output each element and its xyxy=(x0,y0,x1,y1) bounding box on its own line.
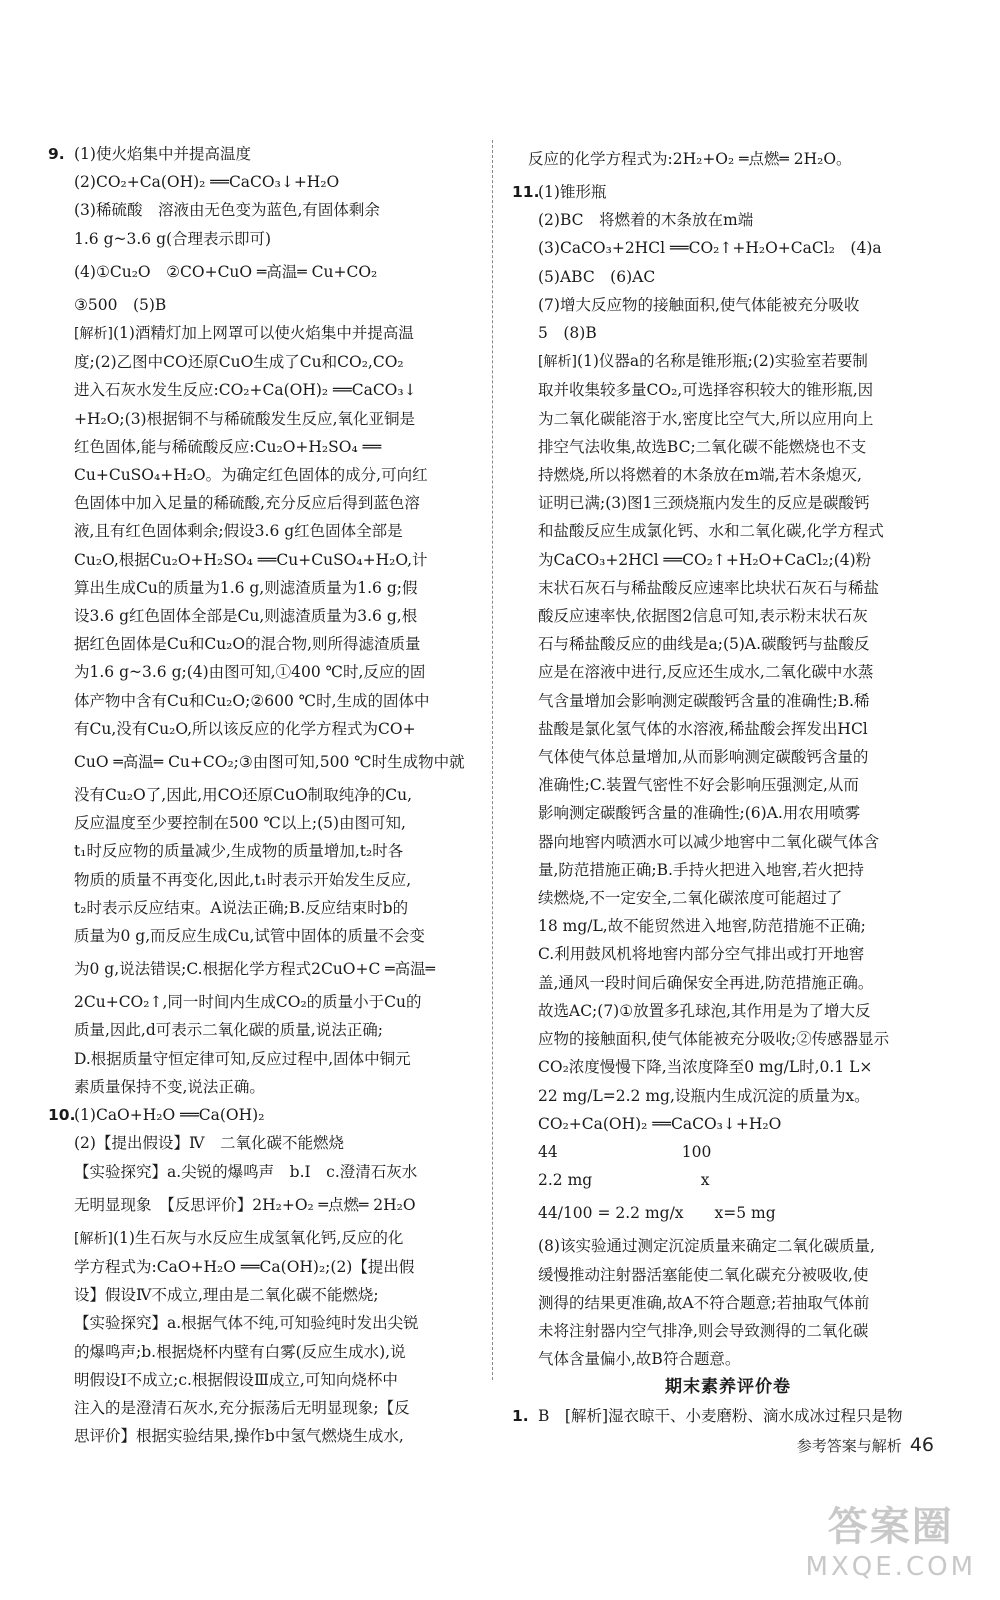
text-line xyxy=(48,837,480,865)
line-text: (1)锥形瓶 xyxy=(538,183,607,201)
text-line xyxy=(48,376,480,404)
line-text: 盐酸是氯化氢气体的水溶液,稀盐酸会挥发出HCl xyxy=(538,719,868,738)
text-line xyxy=(512,799,944,827)
text-line xyxy=(48,546,480,574)
line-text: 有Cu,没有Cu₂O,所以该反应的化学方程式为CO+ xyxy=(74,719,416,738)
text-line xyxy=(48,225,480,253)
line-text: C.利用鼓风机将地窖内部分空气排出或打开地窖 xyxy=(538,945,865,964)
line-text: 故选AC;(7)①放置多孔球泡,其作用是为了增大反 xyxy=(538,1001,871,1020)
text-line xyxy=(512,347,944,376)
text-line xyxy=(48,687,480,715)
text-line xyxy=(512,828,944,856)
line-text: (1)酒精灯加上网罩可以使火焰集中并提高温 xyxy=(112,324,414,343)
line-text: CO₂浓度慢慢下降,当浓度降至0 mg/L时,0.1 L× xyxy=(538,1058,873,1077)
question-line xyxy=(48,1101,480,1129)
text-line xyxy=(512,433,944,461)
line-text: 准确性;C.装置气密性不好会影响压强测定,从而 xyxy=(538,776,859,795)
text-line xyxy=(48,1366,480,1394)
line-text: ③500 (5)B xyxy=(74,295,167,314)
line-text: Cu₂O,根据Cu₂O+H₂SO₄ ══Cu+CuSO₄+H₂O,计 xyxy=(74,550,428,569)
line-text: 设】假设Ⅳ不成立,理由是二氧化碳不能燃烧; xyxy=(74,1286,379,1305)
watermark-url: MXQE.COM xyxy=(805,1552,976,1582)
text-line xyxy=(48,602,480,630)
text-line xyxy=(48,922,480,950)
line-text: 量,防范措施正确;B.手持火把进入地窖,若火把持 xyxy=(538,860,864,879)
text-line xyxy=(512,940,944,968)
text-line xyxy=(512,884,944,912)
text-line xyxy=(512,206,944,234)
line-text: (3)稀硫酸 溶液由无色变为蓝色,有固体剩余 xyxy=(74,201,380,220)
text-line xyxy=(48,1338,480,1366)
text-line xyxy=(48,1422,480,1450)
text-line xyxy=(48,489,480,517)
text-line xyxy=(512,1261,944,1289)
watermark-logo-text: 答案圈 xyxy=(827,1504,954,1550)
line-text: 取并收集较多量CO₂,可选择容积较大的锥形瓶,因 xyxy=(538,381,874,400)
line-text: t₁时反应物的质量减少,生成物的质量增加,t₂时各 xyxy=(74,842,404,861)
line-text: CO₂+Ca(OH)₂ ══CaCO₃↓+H₂O xyxy=(538,1114,782,1133)
line-text: 算出生成Cu的质量为1.6 g,则滤渣质量为1.6 g;假 xyxy=(74,578,418,597)
text-line xyxy=(48,630,480,658)
question-number: 11. xyxy=(512,183,540,201)
text-line xyxy=(512,1232,944,1260)
line-text: t₂时表示反应结束。A说法正确;B.反应结束时b的 xyxy=(74,898,409,917)
line-text: 没有Cu₂O了,因此,用CO还原CuO制取纯净的Cu, xyxy=(74,786,413,805)
text-line xyxy=(512,291,944,319)
text-line xyxy=(48,253,480,291)
line-text: 物质的质量不再变化,因此,t₁时表示开始发生反应, xyxy=(74,870,412,889)
line-text: 色固体中加入足量的稀硫酸,充分反应后得到蓝色溶 xyxy=(74,494,420,513)
line-text: (1)仪器a的名称是锥形瓶;(2)实验室若要制 xyxy=(576,352,868,371)
text-line xyxy=(512,319,944,347)
line-text: CuO ═高温═ Cu+CO₂;③由图可知,500 ℃时生成物中就 xyxy=(74,753,465,772)
text-line xyxy=(48,348,480,376)
line-text: 测得的结果更准确,故A不符合题意;若抽取气体前 xyxy=(538,1293,870,1312)
text-line xyxy=(512,1345,944,1373)
text-line xyxy=(512,715,944,743)
line-text: 和盐酸反应生成氯化钙、水和二氧化碳,化学方程式 xyxy=(538,522,884,541)
line-text: +H₂O;(3)根据铜不与稀硫酸发生反应,氧化亚铜是 xyxy=(74,409,416,428)
line-text: 18 mg/L,故不能贸然进入地窖,防范措施不正确; xyxy=(538,917,866,936)
text-line xyxy=(48,809,480,837)
analysis-tag: [解析] xyxy=(538,354,577,371)
line-text: 缓慢推动注射器活塞能使二氧化碳充分被吸收,使 xyxy=(538,1265,869,1284)
text-line xyxy=(48,1253,480,1281)
line-text: 体产物中含有Cu和Cu₂O;②600 ℃时,生成的固体中 xyxy=(74,691,430,710)
line-text: 2Cu+CO₂↑,同一时间内生成CO₂的质量小于Cu的 xyxy=(74,993,422,1012)
line-text: 设3.6 g红色固体全部是Cu,则滤渣质量为3.6 g,根 xyxy=(74,607,418,626)
line-text: (1)生石灰与水反应生成氢氧化钙,反应的化 xyxy=(112,1228,404,1247)
text-line xyxy=(48,988,480,1016)
line-text: 未将注射器内空气排净,则会导致测得的二氧化碳 xyxy=(538,1321,869,1340)
line-text: (1)CaO+H₂O ══Ca(OH)₂ xyxy=(74,1106,265,1125)
text-line xyxy=(48,1073,480,1101)
line-text: 石与稀盐酸反应的曲线是a;(5)A.碳酸钙与盐酸反 xyxy=(538,635,870,654)
line-text: 1.6 g~3.6 g(合理表示即可) xyxy=(74,229,272,248)
line-text: 2.2 mg x xyxy=(538,1171,710,1190)
text-line xyxy=(48,1224,480,1253)
text-line xyxy=(512,658,944,686)
page-number: 46 xyxy=(909,1434,934,1456)
line-text: 应物的接触面积,使气体能被充分吸收;②传感器显示 xyxy=(538,1030,890,1049)
line-text: 素质量保持不变,说法正确。 xyxy=(74,1077,265,1096)
line-text: 质量为0 g,而反应生成Cu,试管中固体的质量不会变 xyxy=(74,927,425,946)
line-text: 明假设Ⅰ不成立;c.根据假设Ⅲ成立,可知向烧杯中 xyxy=(74,1370,398,1389)
line-text: (2)【提出假设】Ⅳ 二氧化碳不能燃烧 xyxy=(74,1134,344,1153)
text-line xyxy=(512,1289,944,1317)
text-line xyxy=(512,546,944,574)
text-line xyxy=(48,168,480,196)
text-line xyxy=(512,461,944,489)
line-text: 液,且有红色固体剩余;假设3.6 g红色固体全部是 xyxy=(74,522,403,541)
question-line xyxy=(48,140,480,168)
line-text: (3)CaCO₃+2HCl ══CO₂↑+H₂O+CaCl₂ (4)a xyxy=(538,239,882,258)
watermark xyxy=(806,1495,976,1582)
right-column xyxy=(512,140,944,1430)
text-line xyxy=(512,969,944,997)
text-line xyxy=(48,1158,480,1186)
line-text: 无明显现象 【反思评价】2H₂+O₂ ═点燃═ 2H₂O xyxy=(74,1195,416,1214)
text-line xyxy=(48,291,480,319)
text-line xyxy=(512,743,944,771)
line-text: 气含量增加会影响测定碳酸钙含量的准确性;B.稀 xyxy=(538,691,870,710)
line-text: 5 (8)B xyxy=(538,324,597,343)
line-text: 据红色固体是Cu和Cu₂O的混合物,则所得滤渣质量 xyxy=(74,635,421,654)
text-line xyxy=(512,517,944,545)
text-line xyxy=(48,405,480,433)
text-line xyxy=(48,319,480,348)
text-line xyxy=(48,461,480,489)
text-line xyxy=(512,1138,944,1166)
line-text: 44/100 = 2.2 mg/x x=5 mg xyxy=(538,1204,776,1223)
text-line xyxy=(48,1129,480,1157)
line-text: 影响测定碳酸钙含量的准确性;(6)A.用农用喷雾 xyxy=(538,804,861,823)
line-text: 【实验探究】a.根据气体不纯,可知验纯时发出尖锐 xyxy=(74,1314,419,1333)
column-divider xyxy=(492,140,493,1380)
line-text: 应是在溶液中进行,反应还生成水,二氧化碳中水蒸 xyxy=(538,663,874,682)
footer-label: 参考答案与解析 xyxy=(796,1437,902,1455)
line-text: (7)增大反应物的接触面积,使气体能被充分吸收 xyxy=(538,295,860,314)
line-text: 气体含量偏小,故B符合题意。 xyxy=(538,1350,741,1369)
text-line xyxy=(512,630,944,658)
text-line xyxy=(512,1025,944,1053)
text-line xyxy=(48,658,480,686)
text-line xyxy=(48,1016,480,1044)
text-line xyxy=(48,781,480,809)
left-column xyxy=(48,140,480,1450)
text-line xyxy=(48,715,480,743)
line-text: 器向地窖内喷洒水可以减少地窖中二氧化碳气体含 xyxy=(538,832,880,851)
text-line xyxy=(48,196,480,224)
line-text: 红色固体,能与稀硫酸反应:Cu₂O+H₂SO₄ ══ xyxy=(74,437,382,456)
text-line xyxy=(48,1309,480,1337)
text-line xyxy=(512,263,944,291)
line-text: (2)CO₂+Ca(OH)₂ ══CaCO₃↓+H₂O xyxy=(74,173,340,192)
text-line xyxy=(512,771,944,799)
line-text: 度;(2)乙图中CO还原CuO生成了Cu和CO₂,CO₂ xyxy=(74,353,404,372)
line-text: (1)使火焰集中并提高温度 xyxy=(74,145,251,163)
text-line xyxy=(512,405,944,433)
line-text: 气体使气体总量增加,从而影响测定碳酸钙含量的 xyxy=(538,748,869,767)
text-line xyxy=(512,1053,944,1081)
text-line xyxy=(48,894,480,922)
text-line xyxy=(512,856,944,884)
line-text: 酸反应速率快,依据图2信息可知,表示粉末状石灰 xyxy=(538,607,868,626)
text-line xyxy=(512,602,944,630)
text-line xyxy=(512,140,944,178)
question-line xyxy=(512,178,944,206)
text-line xyxy=(48,433,480,461)
page-footer xyxy=(797,1434,934,1456)
text-line xyxy=(48,950,480,988)
line-text: 为CaCO₃+2HCl ══CO₂↑+H₂O+CaCl₂;(4)粉 xyxy=(538,550,872,569)
line-text: 排空气法收集,故选BC;二氧化碳不能燃烧也不支 xyxy=(538,437,867,456)
section-title: 期末素养评价卷 xyxy=(665,1377,791,1398)
text-line xyxy=(512,489,944,517)
line-text: 44 100 xyxy=(538,1142,712,1161)
line-text: 反应的化学方程式为:2H₂+O₂ ═点燃═ 2H₂O。 xyxy=(528,150,852,168)
text-line xyxy=(48,1045,480,1073)
line-text: (8)该实验通过测定沉淀质量来确定二氧化碳质量, xyxy=(538,1237,875,1256)
text-line xyxy=(512,574,944,602)
question-number: 1. xyxy=(512,1406,529,1425)
line-text: 为0 g,说法错误;C.根据化学方程式2CuO+C ═高温═ xyxy=(74,960,435,979)
line-text: 质量,因此,d可表示二氧化碳的质量,说法正确; xyxy=(74,1021,383,1040)
text-line xyxy=(512,376,944,404)
line-text: 末状石灰石与稀盐酸反应速率比块状石灰石与稀盐 xyxy=(538,578,880,597)
line-text: Cu+CuSO₄+H₂O。为确定红色固体的成分,可向红 xyxy=(74,466,428,485)
line-text: 学方程式为:CaO+H₂O ══Ca(OH)₂;(2)【提出假 xyxy=(74,1257,415,1276)
line-text: 进入石灰水发生反应:CO₂+Ca(OH)₂ ══CaCO₃↓ xyxy=(74,381,417,400)
line-text: 的爆鸣声;b.根据烧杯内壁有白雾(反应生成水),说 xyxy=(74,1342,406,1361)
analysis-tag: [解析] xyxy=(74,1230,113,1247)
text-line xyxy=(512,1166,944,1194)
text-line xyxy=(48,1394,480,1422)
text-line xyxy=(512,1317,944,1345)
text-line xyxy=(512,234,944,262)
line-text: D.根据质量守恒定律可知,反应过程中,固体中铜元 xyxy=(74,1049,411,1068)
line-text: B [解析]湿衣晾干、小麦磨粉、滴水成冰过程只是物 xyxy=(538,1406,903,1425)
line-text: (2)BC 将燃着的木条放在m端 xyxy=(538,211,754,230)
line-text: 思评价】根据实验结果,操作b中氢气燃烧生成水, xyxy=(74,1427,404,1446)
text-line xyxy=(48,1281,480,1309)
line-text: 【实验探究】a.尖锐的爆鸣声 b.Ⅰ c.澄清石灰水 xyxy=(74,1162,418,1181)
line-text: 持燃烧,所以将燃着的木条放在m端,若木条熄灭, xyxy=(538,466,862,485)
text-line xyxy=(512,997,944,1025)
text-line xyxy=(512,1082,944,1110)
line-text: 为二氧化碳能溶于水,密度比空气大,所以应用向上 xyxy=(538,409,874,428)
text-line xyxy=(48,743,480,781)
line-text: 注入的是澄清石灰水,充分振荡后无明显现象;【反 xyxy=(74,1398,410,1417)
question-number: 9. xyxy=(48,145,65,163)
text-line xyxy=(48,866,480,894)
line-text: (4)①Cu₂O ②CO+CuO ═高温═ Cu+CO₂ xyxy=(74,262,378,281)
text-line xyxy=(48,1186,480,1224)
line-text: 22 mg/L=2.2 mg,设瓶内生成沉淀的质量为x。 xyxy=(538,1086,870,1105)
text-line xyxy=(512,687,944,715)
line-text: 为1.6 g~3.6 g;(4)由图可知,①400 ℃时,反应的固 xyxy=(74,663,426,682)
analysis-tag: [解析] xyxy=(74,326,113,343)
line-text: 盖,通风一段时间后确保安全再进,防范措施正确。 xyxy=(538,973,874,992)
text-line xyxy=(512,912,944,940)
question-line xyxy=(512,1402,944,1430)
text-line xyxy=(512,1194,944,1232)
question-number: 10. xyxy=(48,1106,76,1125)
text-line xyxy=(512,1110,944,1138)
line-text: 证明已满;(3)图1三颈烧瓶内发生的反应是碳酸钙 xyxy=(538,494,870,513)
text-line xyxy=(48,574,480,602)
line-text: (5)ABC (6)AC xyxy=(538,267,656,286)
line-text: 反应温度至少要控制在500 ℃以上;(5)由图可知, xyxy=(74,814,406,833)
text-line xyxy=(48,517,480,545)
line-text: 续燃烧,不一定安全,二氧化碳浓度可能超过了 xyxy=(538,889,843,908)
